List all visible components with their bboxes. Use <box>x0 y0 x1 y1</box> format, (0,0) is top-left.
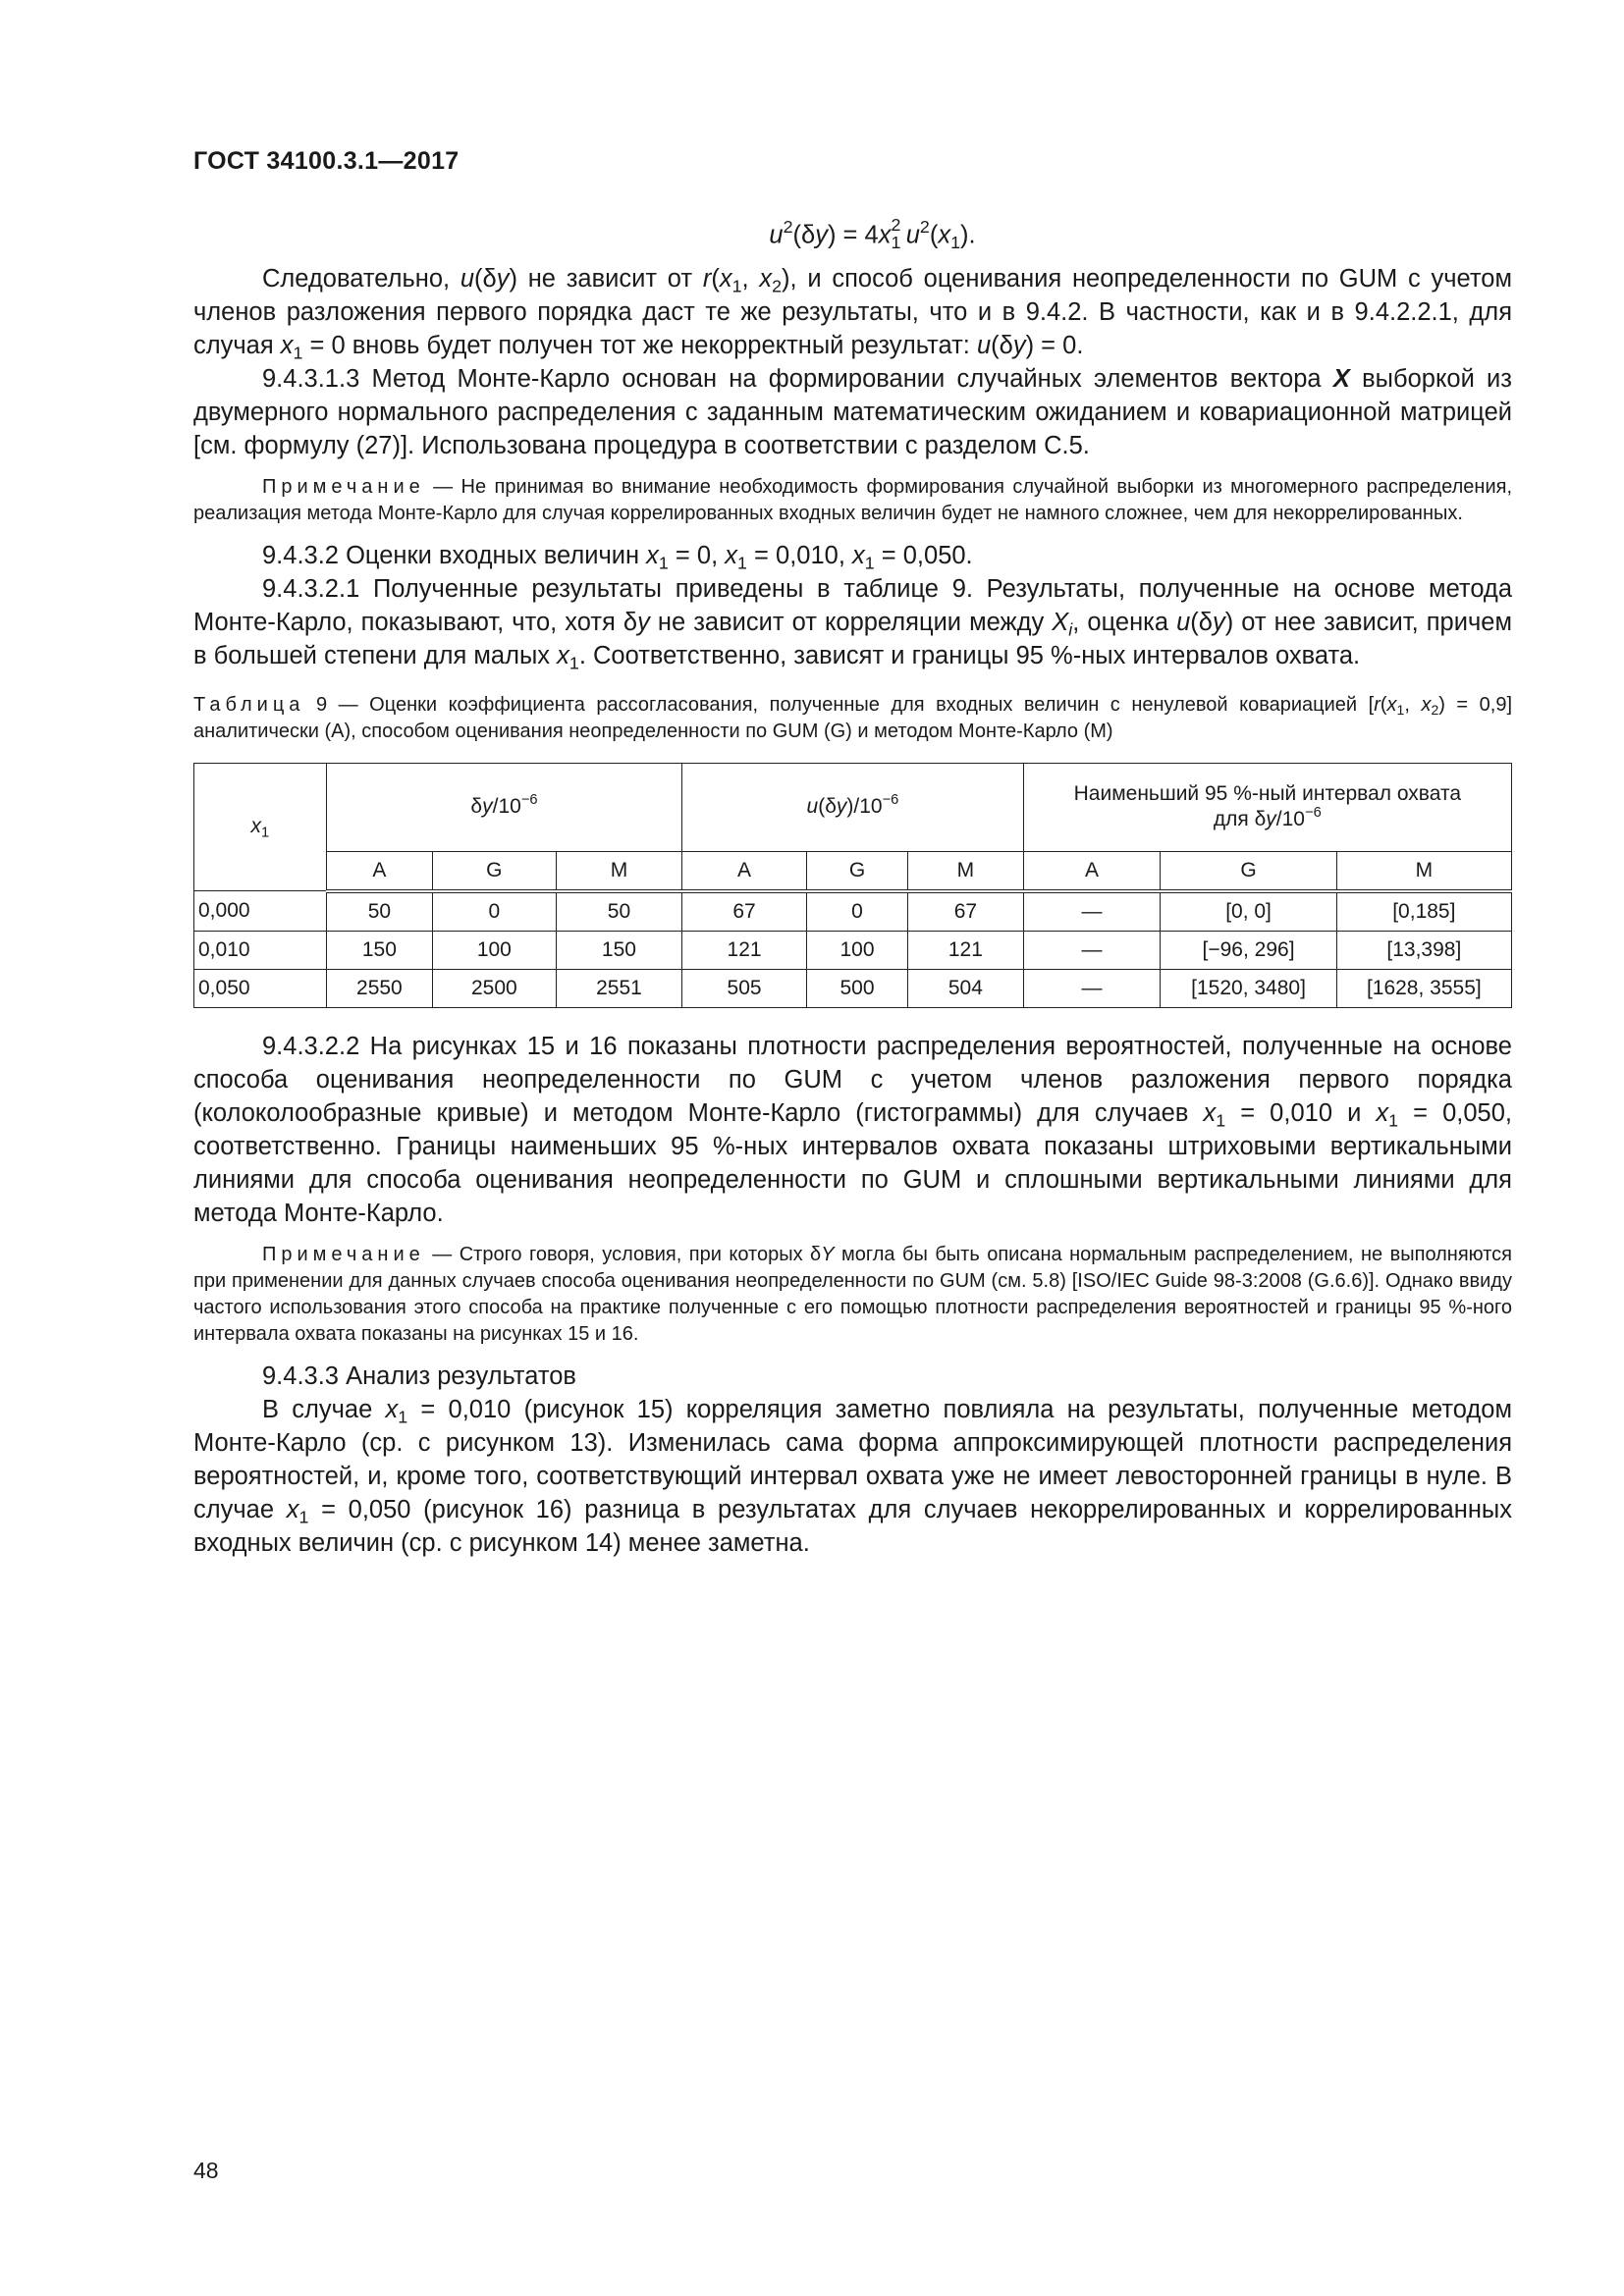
paragraph-results: 9.4.3.2.1 Полученные результаты приведены в таблице 9. Результаты, полученные на основе метода Монте-Карло, показывают, что, хотя δy не зависит от корреляции между $X_i$, оценка u(δy) от нее зависит, причем в большей степени для малых $x_1$. Соответственно, зависят и границы 95 %-ных интервалов охвата. <box>193 574 1512 672</box>
table-cell: 0 <box>433 891 557 932</box>
subheader-cell: А <box>326 851 432 891</box>
page-body <box>193 215 1513 1560</box>
table-cell: [0,185] <box>1336 891 1511 932</box>
table-cell: 67 <box>682 891 807 932</box>
table-cell: [−96, 296] <box>1161 931 1336 969</box>
table-cell: — <box>1023 931 1161 969</box>
paragraph-analysis: В случае $x_1 = 0,010$ (рисунок 15) корреляция заметно повлияла на результаты, полученные методом Монте-Карло (ср. с рисунком 13). Изменилась сама форма аппроксимирующей плотности распределения вероятностей, и, кроме того, соответствующий интервал охвата уже не имеет левосторонней границы в нуле. В случае $x_1 = 0,050$ (рисунок 16) разница в результатах для случаев некоррелированных и коррелированных входных величин (ср. с рисунком 14) менее заметна. <box>193 1395 1512 1557</box>
table-cell: 150 <box>556 931 682 969</box>
table-cell: 50 <box>556 891 682 932</box>
table-cell: [1520, 3480] <box>1161 969 1336 1007</box>
note-1: Примечание — Не принимая во внимание необходимость формирования случайной выборки из многомерного распределения, реализация метода Монте-Карло для случая коррелированных входных величин будет не намного сложнее, чем для некоррелированных. <box>193 475 1512 524</box>
standard-header: ГОСТ 34100.3.1—2017 <box>193 147 460 175</box>
table-cell: 505 <box>682 969 807 1007</box>
table-cell: 121 <box>682 931 807 969</box>
table-cell: 50 <box>326 891 432 932</box>
table-cell: 0,050 <box>194 969 327 1007</box>
table-cell: 0,000 <box>194 891 327 932</box>
table-cell: 100 <box>433 931 557 969</box>
table-row <box>194 891 1512 932</box>
table-row <box>194 969 1512 1007</box>
header-dy: $\delta y/10^{-6}$ <box>326 763 682 851</box>
table-cell: 2500 <box>433 969 557 1007</box>
header-coverage-interval: Наименьший 95 %-ный интервал охвата для $\delta y/10^{-6}$ <box>1023 763 1511 851</box>
paragraph-monte-carlo-method: 9.4.3.1.3 Метод Монте-Карло основан на формировании случайных элементов вектора X выборкой из двумерного нормального распределения с заданным математическим ожиданием и ковариационной матрицей [см. формулу (27)]. Использована процедура в соответствии с разделом С.5. <box>193 364 1512 459</box>
table-cell: 150 <box>326 931 432 969</box>
subheader-cell: М <box>908 851 1023 891</box>
paragraph-gum-consequence: Следовательно, u(δy) не зависит от $r(x_1$, $x_2$), и способ оценивания неопределенности по GUM с учетом членов разложения первого порядка даст те же результаты, что и в 9.4.2. В частности, как и в 9.4.2.2.1, для случая $x_1 = 0$ вновь будет получен тот же некорректный результат: u(δy) = 0. <box>193 264 1512 362</box>
table-cell: 500 <box>806 969 907 1007</box>
paragraph-figures-15-16: 9.4.3.2.2 На рисунках 15 и 16 показаны плотности распределения вероятностей, полученные на основе способа оценивания неопределенности по GUM с учетом членов разложения первого порядка (колоколообразные кривые) и методом Монте-Карло (гистограммы) для случаев $x_1 = 0,010$ и $x_1 = 0,050$, соответственно. Границы наименьших 95 %-ных интервалов охвата показаны штриховыми вертикальными линиями для способа оценивания неопределенности по GUM и сплошными вертикальными линиями для метода Монте-Карло. <box>193 1032 1513 1227</box>
table-cell: 2551 <box>556 969 682 1007</box>
section-heading-analysis: 9.4.3.3 Анализ результатов <box>262 1362 576 1390</box>
table-cell: [0, 0] <box>1161 891 1336 932</box>
subheader-cell: G <box>1161 851 1336 891</box>
table-cell: — <box>1023 969 1161 1007</box>
subheader-cell: А <box>682 851 807 891</box>
table-cell: [13,398] <box>1336 931 1511 969</box>
note-2: Примечание — Строго говоря, условия, при которых δY могла бы быть описана нормальным распределением, не выполняются при применении для данных случаев способа оценивания неопределенности по GUM (см. 5.8) [ISO/IEC Guide 98-3:2008 (G.6.6)]. Однако ввиду частого использования этого способа на практике полученные с его помощью плотности распределения вероятностей и границы 95 %-ного интервала охвата показаны на рисунках 15 и 16. <box>193 1243 1512 1345</box>
table-cell: 121 <box>908 931 1023 969</box>
header-u-dy: $u(\delta y)/10^{-6}$ <box>682 763 1023 851</box>
header-x1: $x_1$ <box>194 763 327 891</box>
table-caption: Таблица 9 — Оценки коэффициента рассогласования, полученные для входных величин с ненулевой ковариацией [$r(x_1$, $x_2) = 0,9$] аналитически (А), способом оценивания неопределенности по GUM (G) и методом Монте-Карло (М) <box>193 693 1513 742</box>
subheader-cell: G <box>806 851 907 891</box>
table-cell: 2550 <box>326 969 432 1007</box>
subheader-cell: М <box>556 851 682 891</box>
results-table <box>193 763 1512 1008</box>
paragraph-input-estimates: 9.4.3.2 Оценки входных величин $x_1 = 0$, $x_1 = 0,010$, $x_1 = 0,050$. <box>262 541 973 572</box>
table-cell: 0 <box>806 891 907 932</box>
subheader-cell: G <box>433 851 557 891</box>
table-cell: [1628, 3555] <box>1336 969 1511 1007</box>
table-cell: — <box>1023 891 1161 932</box>
table-cell: 100 <box>806 931 907 969</box>
table-cell: 504 <box>908 969 1023 1007</box>
formula: $u^2(\delta y) = 4x$ 2 1 $u^2(x_1)$. <box>769 215 976 253</box>
table-cell: 67 <box>908 891 1023 932</box>
subheader-cell: А <box>1023 851 1161 891</box>
table-cell: 0,010 <box>194 931 327 969</box>
page-number: 48 <box>193 2158 219 2183</box>
subheader-cell: М <box>1336 851 1511 891</box>
table-row <box>194 931 1512 969</box>
